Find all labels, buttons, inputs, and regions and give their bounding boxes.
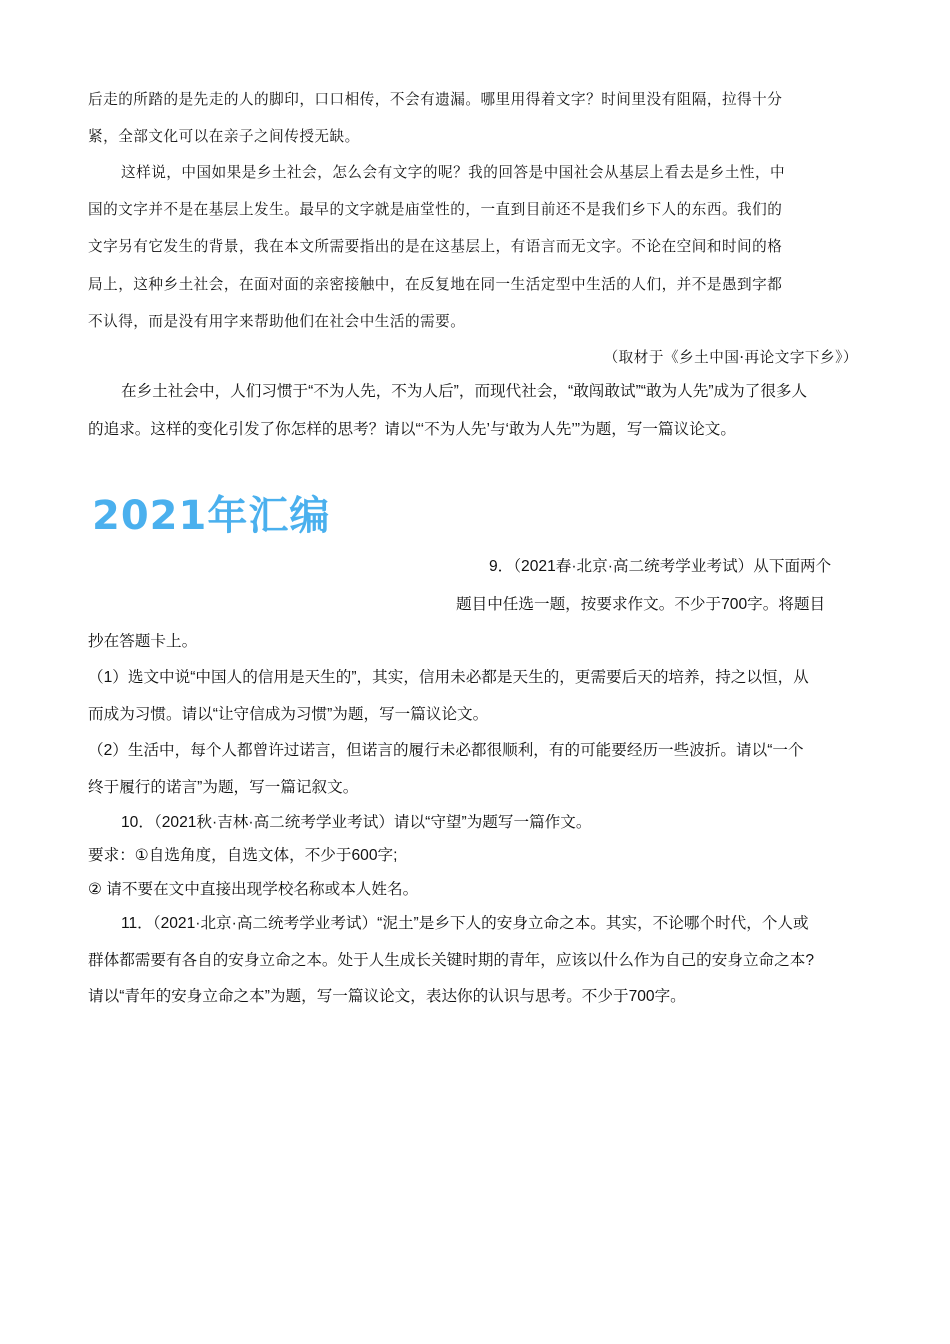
question-line: （2）生活中，每个人都曾许过诺言，但诺言的履行未必都很顺利，有的可能要经历一些波折。请以“一个 — [88, 742, 804, 759]
passage-line: 局上，这种乡土社会，在面对面的亲密接触中，在反复地在同一生活定型中生活的人们，并不是愚到字都 — [88, 276, 783, 293]
passage-line: 国的文字并不是在基层上发生。最早的文字就是庙堂性的，一直到目前还不是我们乡下人的东西。我们的 — [88, 201, 783, 218]
question-line: 群体都需要有各自的安身立命之本。处于人生成长关键时期的青年，应该以什么作为自己的安身立命之本? — [88, 952, 814, 969]
question-line: 题目中任选一题，按要求作文。不少于700字。将题目 — [456, 596, 826, 613]
question-line: 而成为习惯。请以“让守信成为习惯”为题，写一篇议论文。 — [88, 706, 489, 723]
question-line: 请以“青年的安身立命之本”为题，写一篇议论文，表达你的认识与思考。不少于700字。 — [88, 988, 686, 1005]
prompt-line: 的追求。这样的变化引发了你怎样的思考？请以“‘不为人先’与‘敢为人先’”为题，写一篇议论文。 — [88, 421, 736, 438]
passage-source: （取材于《乡土中国·再论文字下乡》） — [603, 349, 858, 366]
question-line: 要求：①自选角度，自选文体，不少于600字; — [88, 847, 398, 864]
passage-line: 紧，全部文化可以在亲子之间传授无缺。 — [88, 128, 360, 145]
question-line: 抄在答题卡上。 — [88, 633, 198, 650]
question-line: （1）选文中说“中国人的信用是天生的”，其实，信用未必都是天生的，更需要后天的培养，持之以恒，从 — [88, 669, 809, 686]
question-line: 11．（2021·北京·高二统考学业考试）“泥土”是乡下人的安身立命之本。其实，不论哪个时代，个人或 — [121, 915, 809, 932]
passage-line: 文字另有它发生的背景，我在本文所需要指出的是在这基层上，有语言而无文字。不论在空间和时间的格 — [88, 238, 783, 255]
question-line: 终于履行的诺言”为题，写一篇记叙文。 — [88, 779, 359, 796]
question-line: 9．（2021春·北京·高二统考学业考试）从下面两个 — [489, 558, 832, 575]
passage-line: 这样说，中国如果是乡土社会，怎么会有文字的呢？我的回答是中国社会从基层上看去是乡土性，中 — [121, 164, 786, 181]
passage-line: 不认得，而是没有用字来帮助他们在社会中生活的需要。 — [88, 313, 466, 330]
question-line: ② 请不要在文中直接出现学校名称或本人姓名。 — [88, 881, 419, 898]
section-heading: 2021年汇编 — [92, 493, 331, 539]
prompt-line: 在乡土社会中，人们习惯于“不为人先，不为人后”，而现代社会，“敢闯敢试”“敢为人先”成为了很多人 — [121, 383, 808, 400]
question-line: 10．（2021秋·吉林·高二统考学业考试）请以“守望”为题写一篇作文。 — [121, 814, 592, 831]
passage-line: 后走的所踏的是先走的人的脚印，口口相传，不会有遗漏。哪里用得着文字？时间里没有阻隔，拉得十分 — [88, 91, 783, 108]
